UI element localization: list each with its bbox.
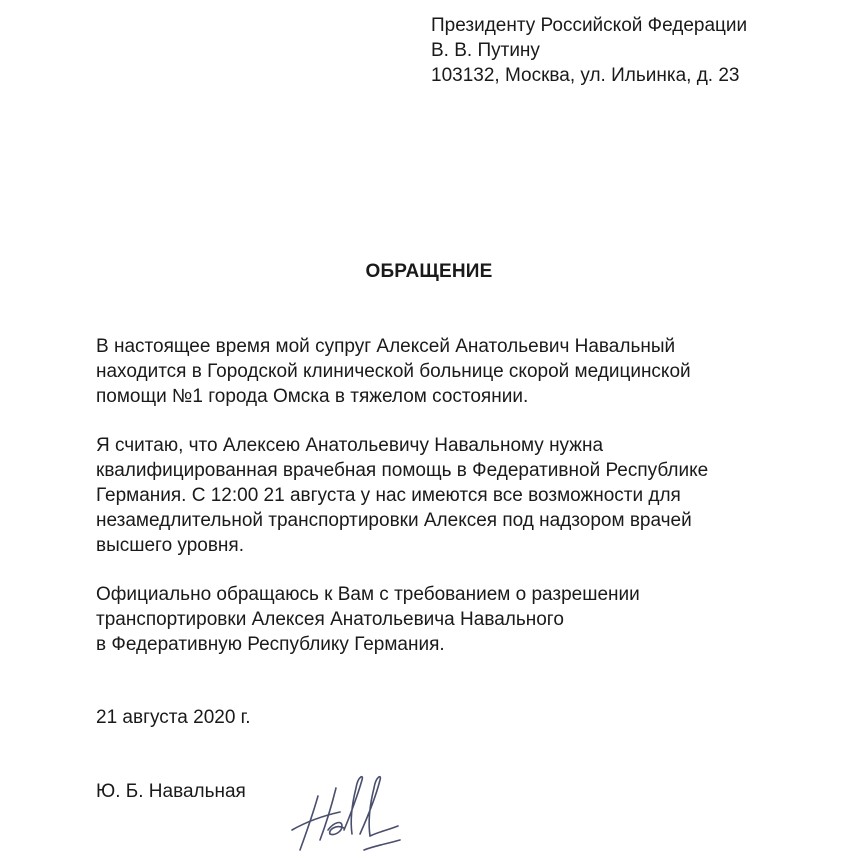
addressee-line: В. В. Путину xyxy=(431,40,540,61)
text-line: помощи №1 города Омска в тяжелом состоянии. xyxy=(96,386,529,407)
text-line: Я считаю, что Алексею Анатольевичу Навальному нужна xyxy=(96,435,604,456)
text-line: Германия. С 12:00 21 августа у нас имеются все возможности для xyxy=(96,485,681,506)
addressee-address: 103132, Москва, ул. Ильинка, д. 23 xyxy=(431,65,740,86)
text-line: незамедлительной транспортировки Алексея под надзором врачей xyxy=(96,510,692,531)
text-line: находится в Городской клинической больнице скорой медицинской xyxy=(96,361,691,382)
text-line: квалифицированная врачебная помощь в Федеративной Республике xyxy=(96,460,709,481)
text-line: высшего уровня. xyxy=(96,535,244,556)
paragraph xyxy=(96,582,796,657)
text-line: транспортировки Алексея Анатольевича Навального xyxy=(96,609,564,630)
document-title: ОБРАЩЕНИЕ xyxy=(365,261,493,282)
handwritten-signature xyxy=(278,770,408,858)
text-line: в Федеративную Республику Германия. xyxy=(96,634,445,655)
paragraph xyxy=(96,433,796,558)
letter-body xyxy=(96,334,796,681)
addressee-block xyxy=(431,13,841,88)
text-line: Официально обращаюсь к Вам с требованием о разрешении xyxy=(96,584,640,605)
paragraph xyxy=(96,334,796,409)
signer-name: Ю. Б. Навальная xyxy=(96,781,246,802)
addressee-line: Президенту Российской Федерации xyxy=(431,15,748,36)
text-line: В настоящее время мой супруг Алексей Анатольевич Навальный xyxy=(96,336,676,357)
letter-date: 21 августа 2020 г. xyxy=(96,707,251,728)
